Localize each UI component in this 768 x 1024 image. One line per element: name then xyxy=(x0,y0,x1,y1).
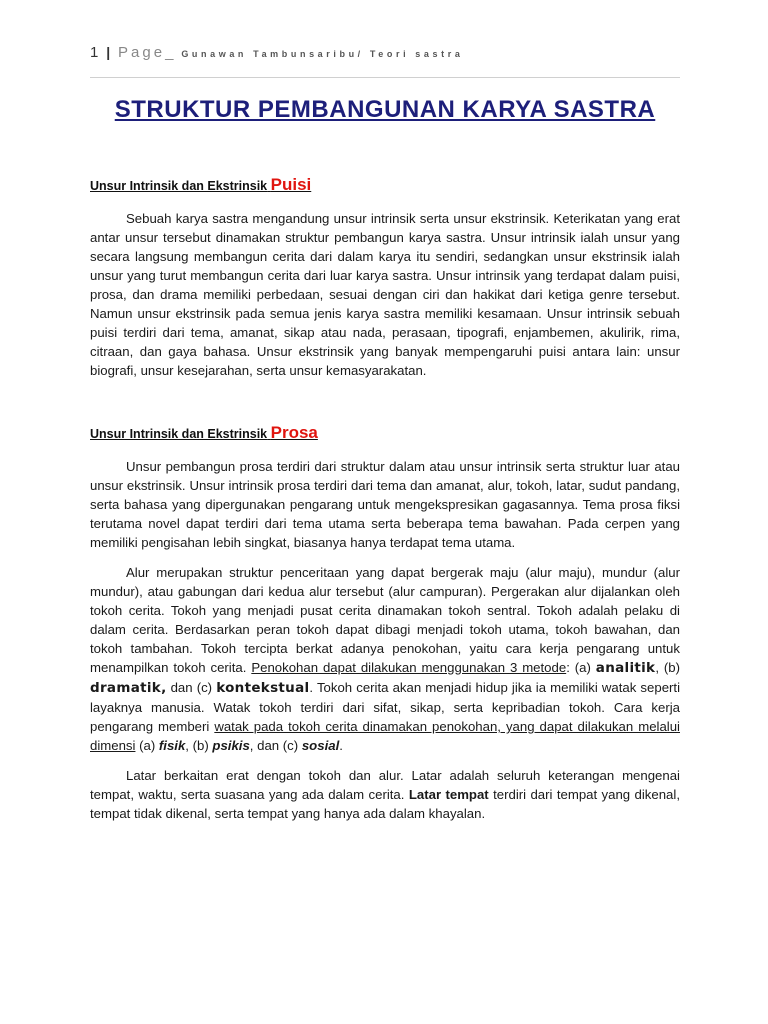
header-divider xyxy=(90,77,680,78)
text-run: . Tokoh cerita akan menjadi hidup jika ia memiliki watak seperti layaknya manusia. Watak tokoh terdiri dari sifat, sikap, serta kepribadian tokoh. Cara kerja pengarang memberi xyxy=(90,680,681,734)
header-underscore: _ xyxy=(165,44,177,61)
document-title: STRUKTUR PEMBANGUNAN KARYA SASTRA xyxy=(114,96,656,123)
keyword-fisik: fisik xyxy=(158,738,186,753)
text-run: Latar berkaitan erat dengan tokoh dan alur. Latar adalah seluruh keterangan mengenai tempat, waktu, serta suasana yang ada dalam cerita. xyxy=(90,768,680,802)
header-author: Gunawan Tambunsaribu/ Teori sastra xyxy=(181,49,464,59)
section-heading-puisi xyxy=(90,170,680,201)
text-run: Alur merupakan struktur penceritaan yang dapat bergerak maju (alur maju), mundur (alur mundur), atau gabungan dari kedua alur tersebut (alur campuran). Pergerakan alur dijalankan oleh tokoh cerita. Tokoh yang menjadi pusat cerita dinamakan tokoh sentral. Tokoh adalah pelaku di dalam cerita. Berdasarkan peran tokoh dapat dibagi menjadi tokoh utama, tokoh bawahan, dan tokoh tambahan. Tokoh tercipta berkat adanya penokohan, yaitu cara kerja pengarang untuk menampilkan tokoh cerita. xyxy=(90,565,680,675)
paragraph-prosa-intro: Unsur pembangun prosa terdiri dari struktur dalam atau unsur intrinsik serta struktur luar atau unsur ekstrinsik. Unsur intrinsik prosa terdiri dari tema dan amanat, alur, tokoh, latar, sudut pandang, serta bahasa yang dipergunakan pengarang untuk mengekspresikan gagasannya. Tema prosa fiksi terutama novel dapat terdiri dari tema utama serta beberapa tema bawahan. Pada cerpen yang memiliki pengisahan lebih singkat, biasanya hanya terdapat tema utama. xyxy=(90,459,680,550)
keyword-kontekstual: kontekstual xyxy=(216,680,310,696)
section-heading-prosa xyxy=(90,418,680,449)
page-header xyxy=(90,44,680,61)
text-run: dan (c) xyxy=(166,680,217,695)
text-run: , (b) xyxy=(655,660,681,675)
text-run: , dan (c) xyxy=(249,738,302,753)
keyword-latar-tempat: Latar tempat xyxy=(408,787,489,802)
keyword-analitik: analitik xyxy=(595,660,656,676)
keyword-psikis: psikis xyxy=(212,738,250,753)
underlined-phrase: Penokohan dapat dilakukan menggunakan 3 metode xyxy=(251,660,567,675)
document-body xyxy=(90,170,680,823)
header-separator: | xyxy=(106,44,112,60)
keyword-dramatik: dramatik, xyxy=(90,680,167,696)
section-heading-prefix: Unsur Intrinsik dan Ekstrinsik xyxy=(90,179,268,193)
keyword-sosial: sosial xyxy=(301,738,340,753)
text-run: . xyxy=(339,738,343,753)
text-run: (a) xyxy=(135,738,159,753)
text-run: , (b) xyxy=(185,738,213,753)
section-heading-emphasis: Puisi xyxy=(270,175,312,194)
underlined-phrase: watak pada tokoh cerita dinamakan penokohan, yang dapat dilakukan melalui dimensi xyxy=(90,719,680,753)
page-number: 1 xyxy=(90,44,100,61)
section-heading-emphasis: Prosa xyxy=(270,423,318,442)
paragraph-puisi: Sebuah karya sastra mengandung unsur intrinsik serta unsur ekstrinsik. Keterikatan yang erat antar unsur tersebut dinamakan struktur pembangun karya sastra. Unsur intrinsik ialah unsur yang secara langsung membangun cerita dari dalam karya itu sendiri, sedangkan unsur ekstrinsik ialah unsur yang turut membangun cerita dari luar karya sastra. Unsur intrinsik yang terdapat dalam puisi, prosa, dan drama memiliki perbedaan, sesuai dengan ciri dan hakikat dari ketiga genre tersebut. Namun unsur ekstrinsik pada semua jenis karya sastra memiliki kesamaan. Unsur intrinsik sebuah puisi terdiri dari tema, amanat, sikap atau nada, perasaan, tipografi, enjambemen, akulirik, rima, citraan, dan gaya bahasa. Unsur ekstrinsik yang banyak mempengaruhi puisi antara lain: unsur biografi, unsur kesejarahan, serta unsur kemasyarakatan. xyxy=(90,211,680,378)
text-run: terdiri dari tempat yang dikenal, tempat tidak dikenal, serta tempat yang hanya ada dalam khayalan. xyxy=(90,787,680,821)
paragraph-latar xyxy=(90,766,680,823)
paragraph-alur xyxy=(90,563,680,755)
text-run: : (a) xyxy=(566,660,596,675)
section-heading-prefix: Unsur Intrinsik dan Ekstrinsik xyxy=(90,427,268,441)
page-label: Page xyxy=(118,44,166,61)
